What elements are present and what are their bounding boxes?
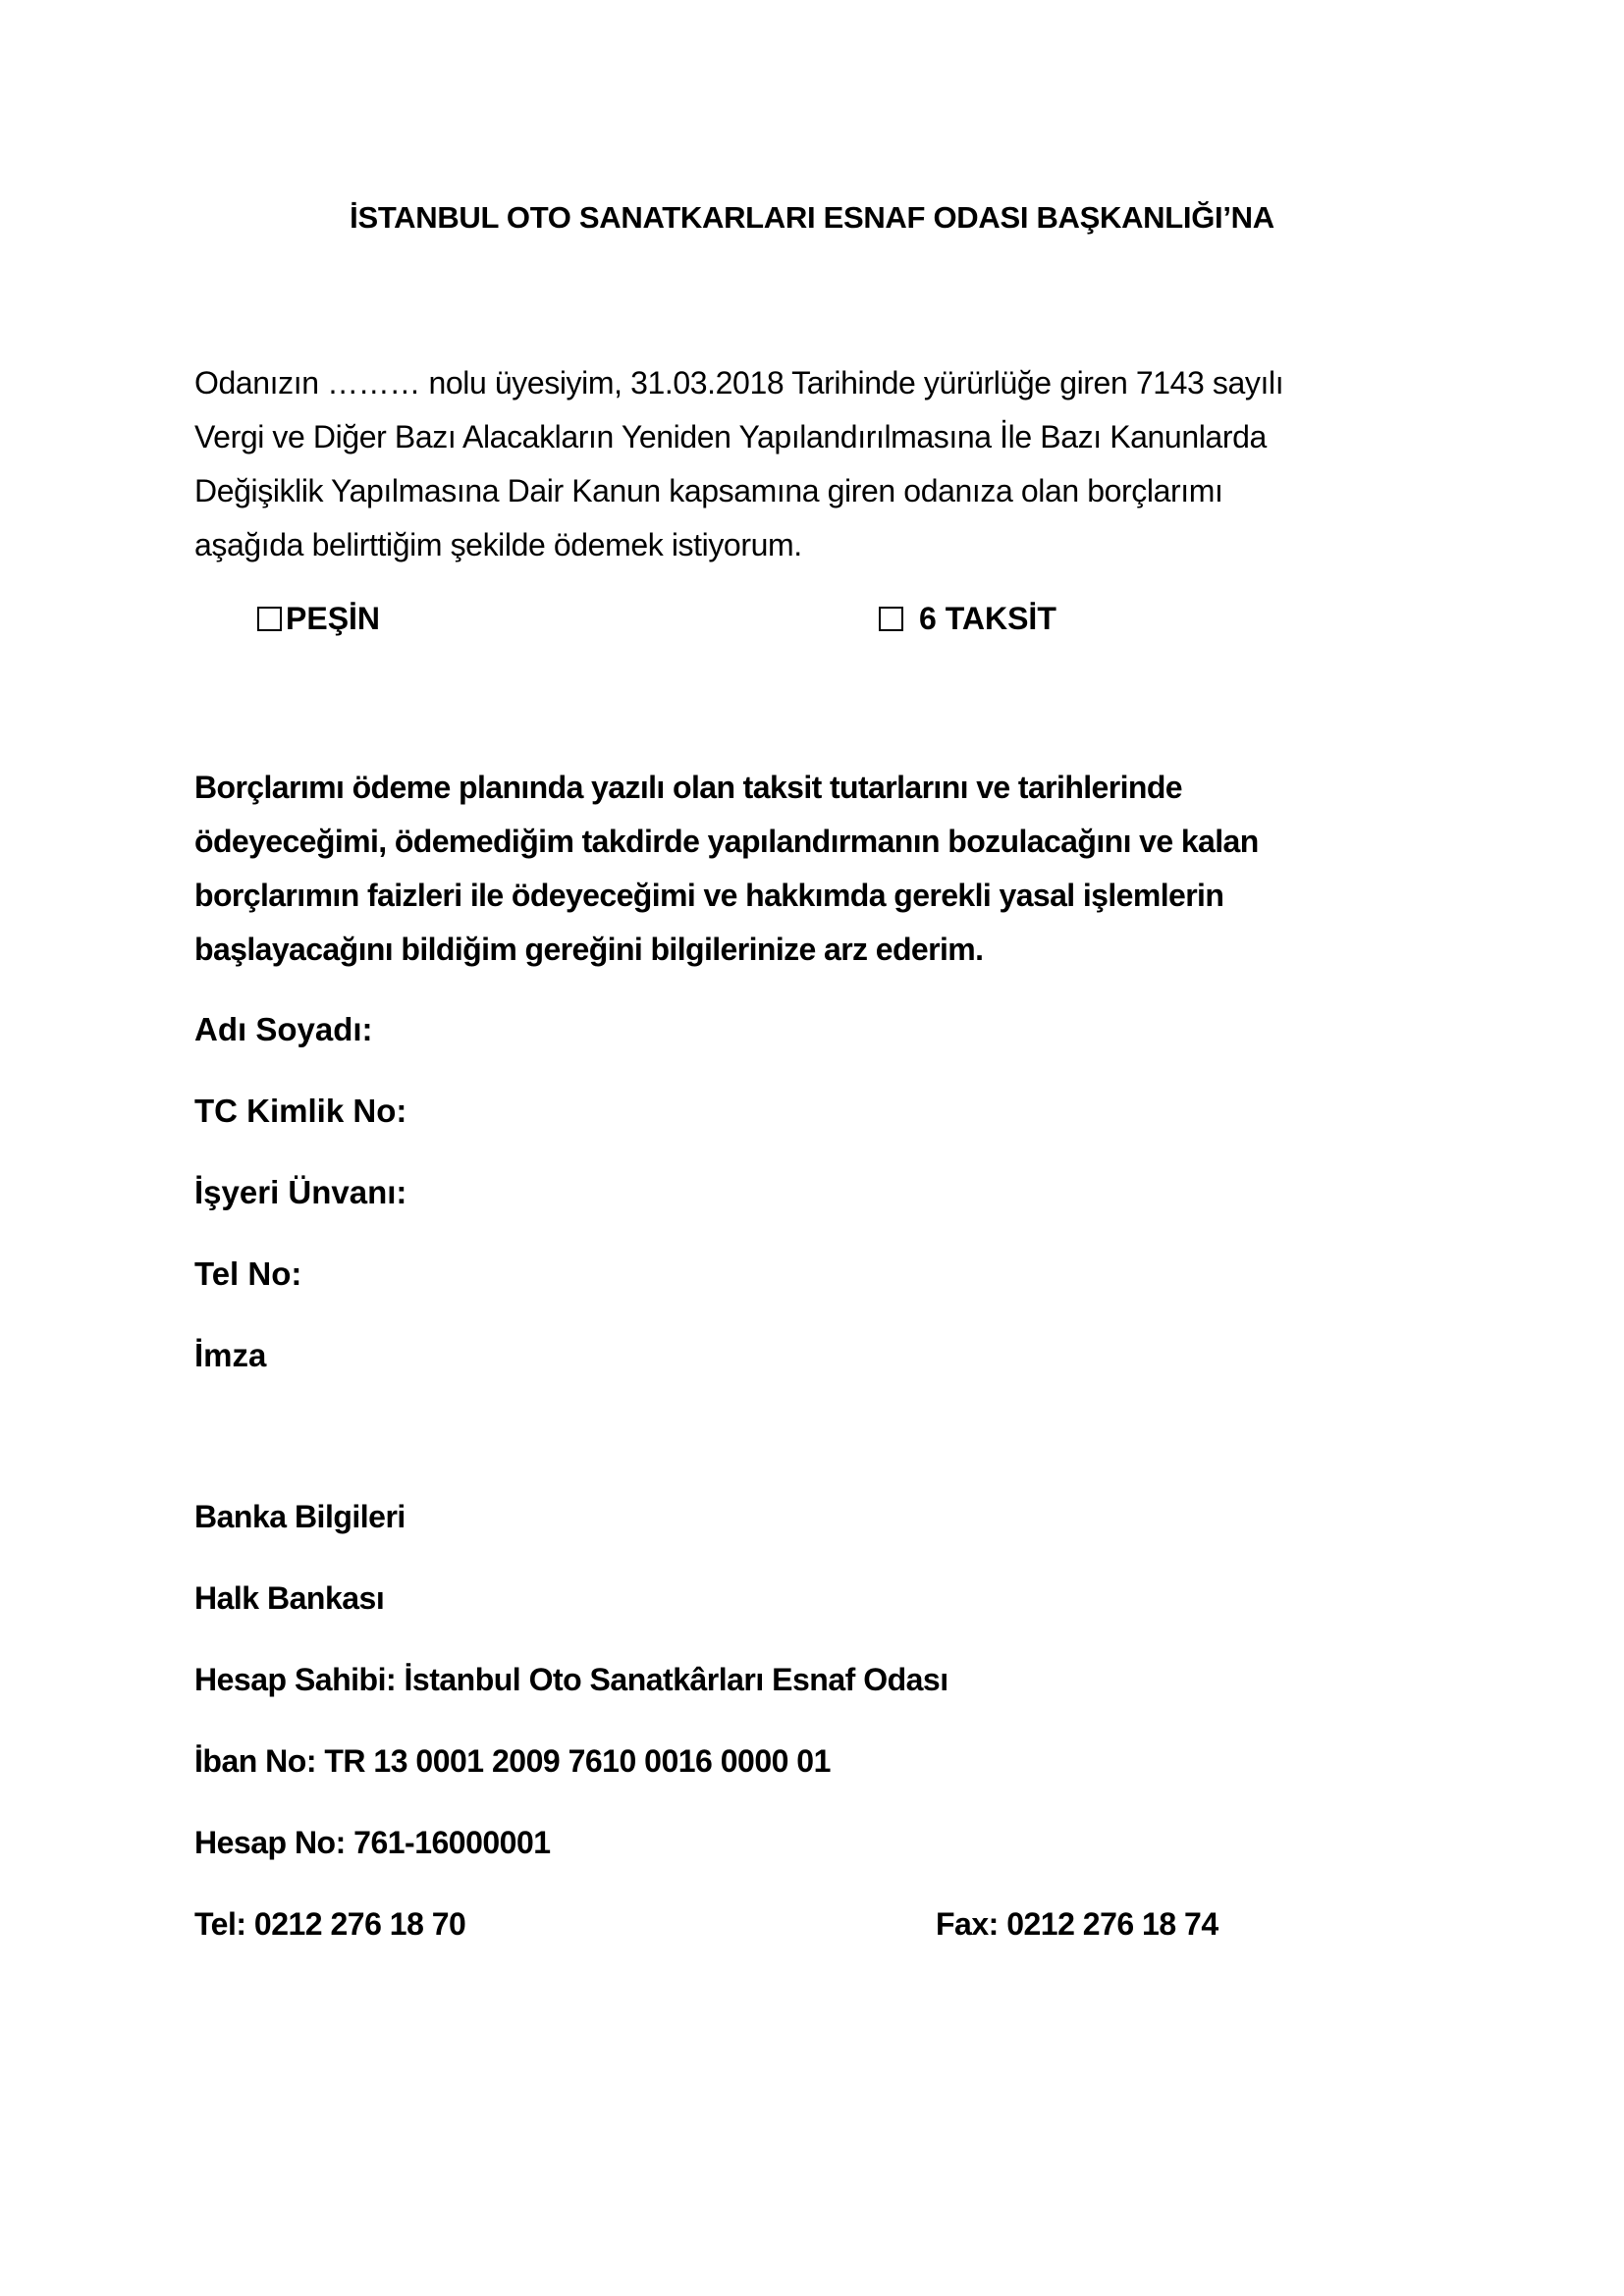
payment-option-label: 6 TAKSİT — [919, 601, 1056, 636]
intro-paragraph — [194, 356, 1471, 572]
payment-option-installment[interactable] — [879, 601, 1056, 637]
declaration-line: başlayacağını bildiğim gereğini bilgilerinize arz ederim. — [194, 932, 984, 967]
intro-line: Değişiklik Yapılmasına Dair Kanun kapsamına giren odanıza olan borçlarımı — [194, 473, 1223, 508]
payment-option-cash[interactable] — [257, 601, 380, 637]
field-workplace-title-label: İşyeri Ünvanı: — [194, 1174, 407, 1210]
declaration-line: Borçlarımı ödeme planında yazılı olan taksit tutarlarını ve tarihlerinde — [194, 770, 1182, 805]
phone-number: Tel: 0212 276 18 70 — [194, 1906, 466, 1942]
declaration-paragraph — [194, 761, 1471, 977]
account-holder: Hesap Sahibi: İstanbul Oto Sanatkârları Esnaf Odası — [194, 1662, 948, 1697]
intro-line: Vergi ve Diğer Bazı Alacakların Yeniden Yapılandırılmasına İle Bazı Kanunlarda — [194, 419, 1267, 454]
bank-info-heading: Banka Bilgileri — [194, 1499, 406, 1534]
declaration-line: borçlarımın faizleri ile ödeyeceğimi ve hakkımda gerekli yasal işlemlerin — [194, 878, 1224, 913]
intro-line: aşağıda belirttiğim şekilde ödemek istiyorum. — [194, 527, 802, 562]
field-name-label: Adı Soyadı: — [194, 1011, 373, 1047]
document-title: İSTANBUL OTO SANATKARLARI ESNAF ODASI BAŞKANLIĞI’NA — [350, 200, 1274, 235]
declaration-line: ödeyeceğimi, ödemediğim takdirde yapılandırmanın bozulacağını ve kalan — [194, 824, 1259, 859]
fax-number: Fax: 0212 276 18 74 — [936, 1906, 1218, 1942]
field-tc-id-label: TC Kimlik No: — [194, 1093, 407, 1129]
payment-option-label: PEŞİN — [286, 601, 381, 636]
bank-name: Halk Bankası — [194, 1580, 385, 1616]
intro-line: Odanızın ……… nolu üyesiyim, 31.03.2018 Tarihinde yürürlüğe giren 7143 sayılı — [194, 365, 1284, 400]
field-phone-label: Tel No: — [194, 1255, 302, 1292]
iban-number: İban No: TR 13 0001 2009 7610 0016 0000 01 — [194, 1743, 831, 1779]
checkbox-icon[interactable] — [879, 607, 903, 631]
account-number: Hesap No: 761-16000001 — [194, 1825, 551, 1860]
field-signature-label: İmza — [194, 1337, 267, 1373]
checkbox-icon[interactable] — [257, 607, 282, 631]
